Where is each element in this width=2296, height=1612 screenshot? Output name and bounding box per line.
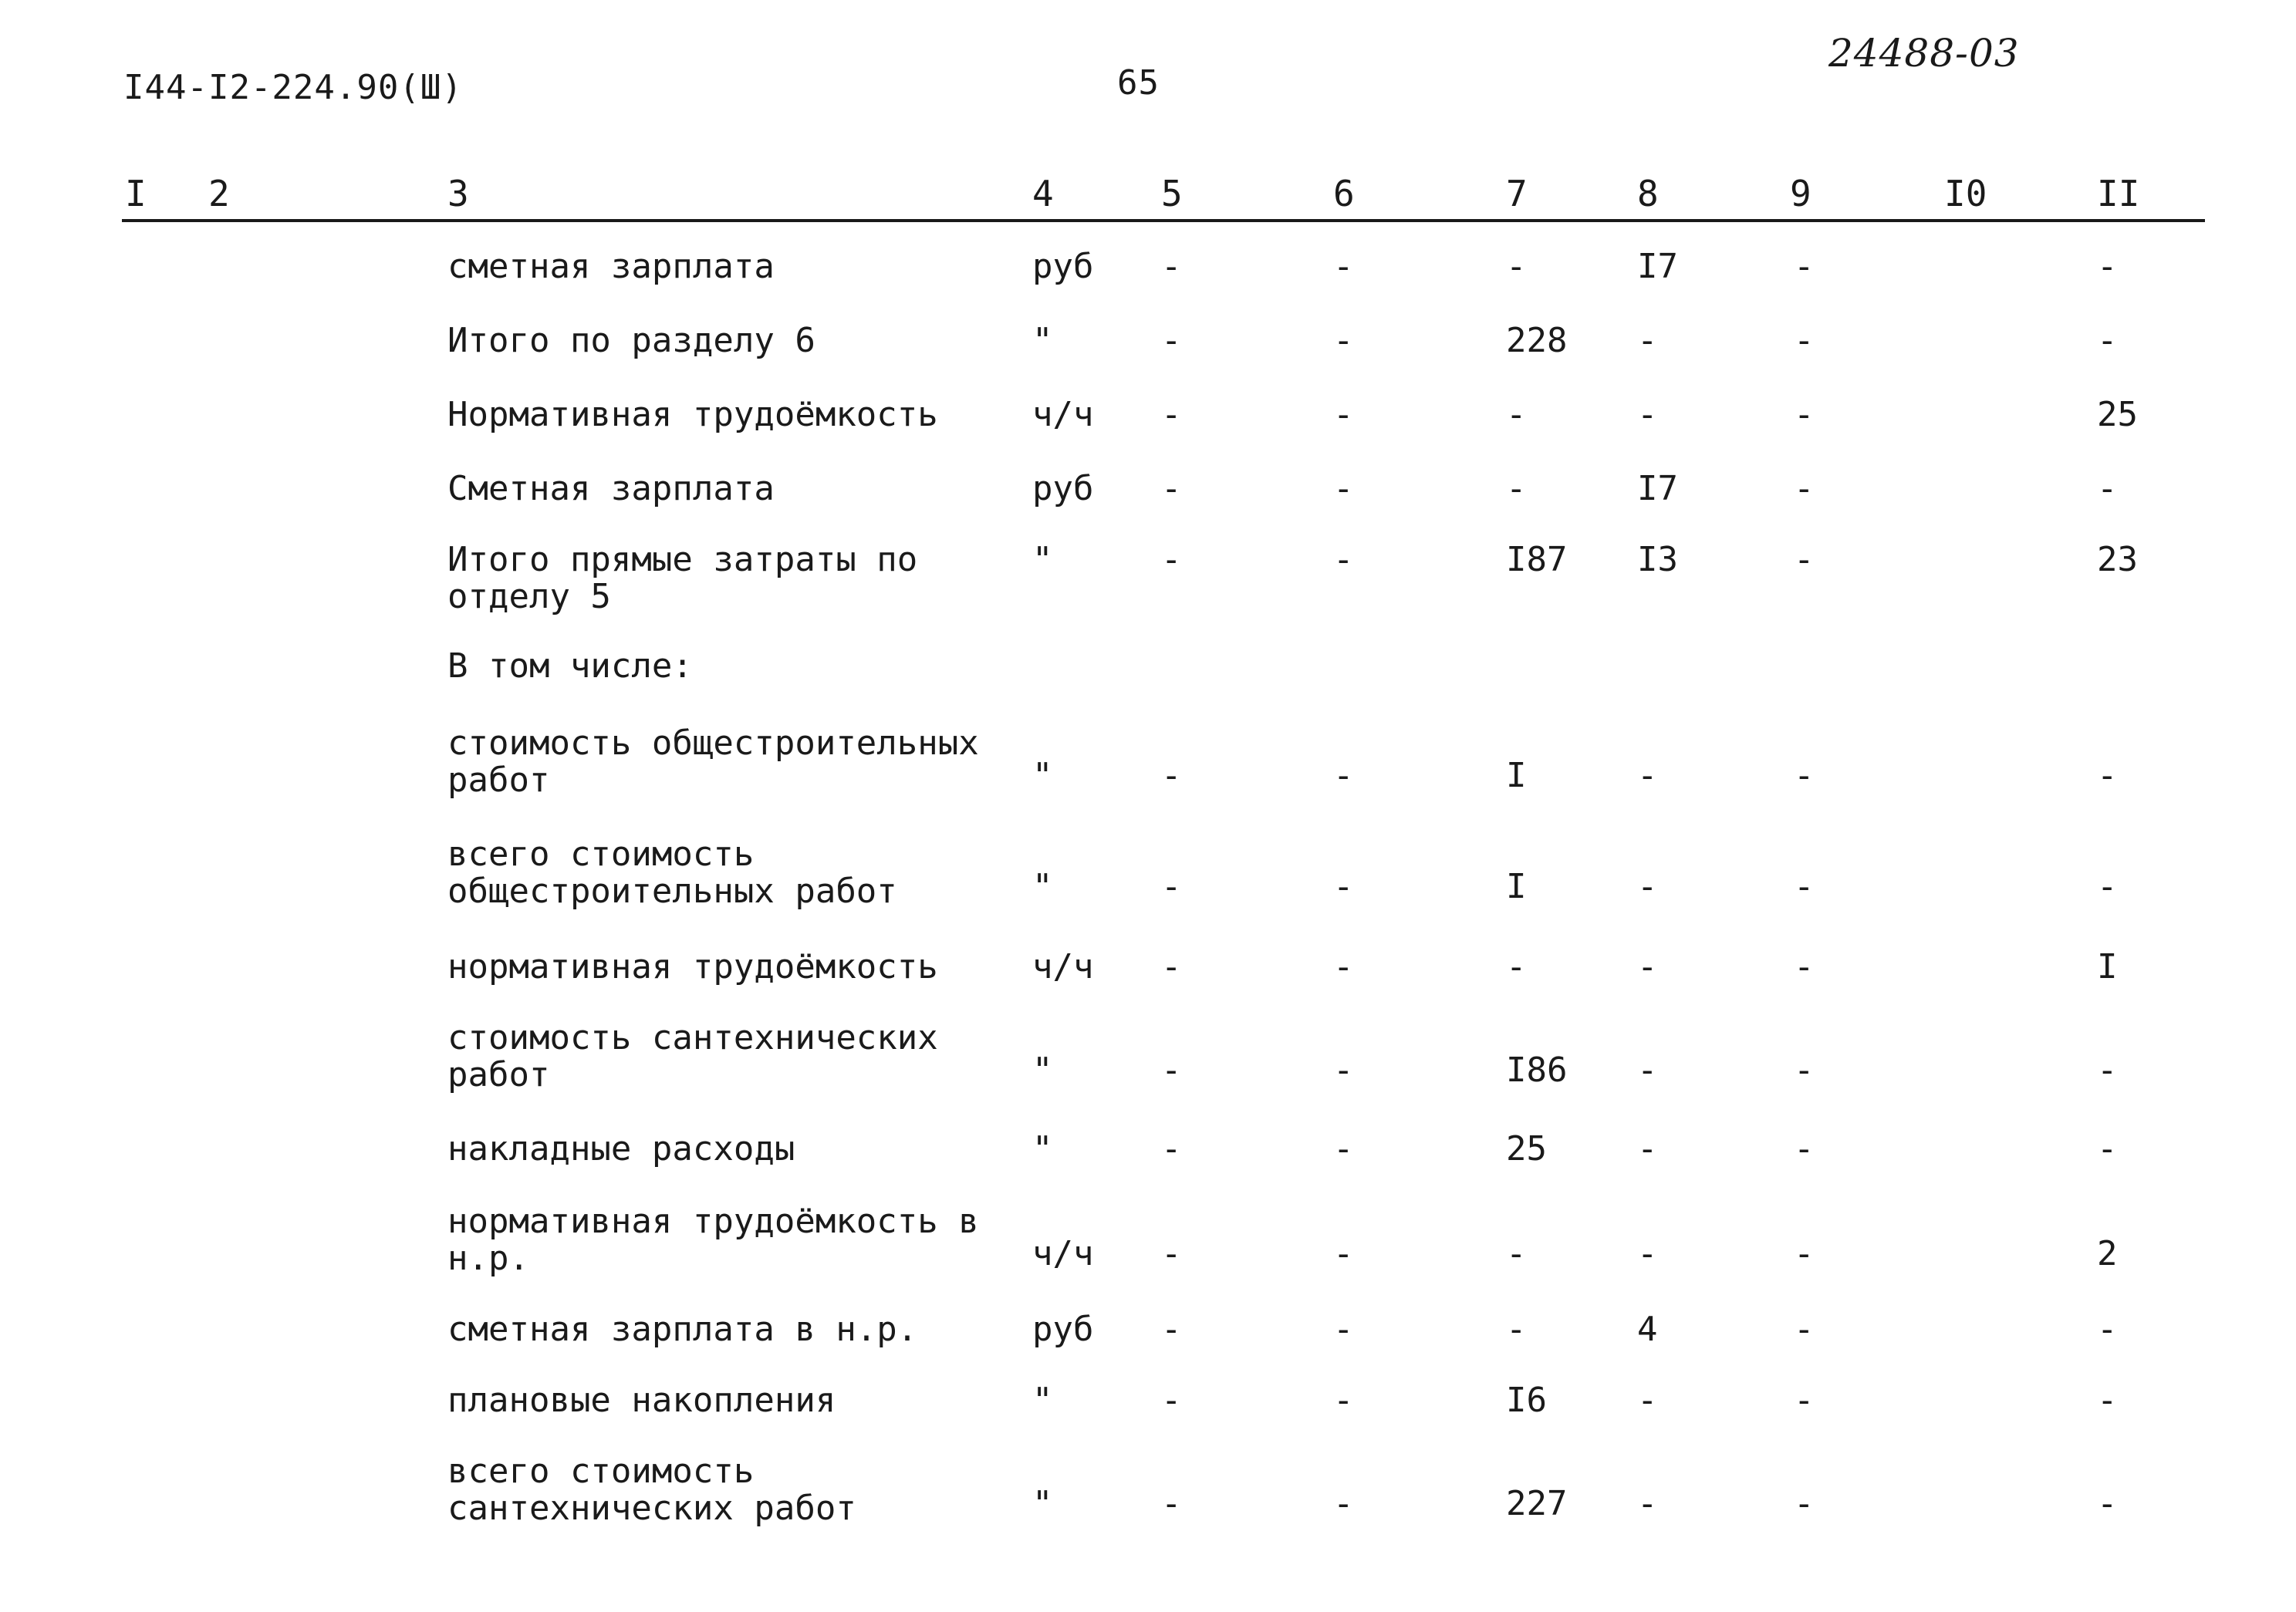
row-description: Итого по разделу 6 <box>447 321 815 360</box>
row-cell-col-7: - <box>1506 395 1527 434</box>
row-cell-col-7: I6 <box>1506 1381 1547 1420</box>
col-header-6: 6 <box>1333 173 1355 214</box>
row-cell-col-6: - <box>1333 1381 1354 1420</box>
row-cell-col-8: - <box>1637 321 1658 360</box>
row-cell-col-7: - <box>1506 947 1527 986</box>
row-cell-col-5: - <box>1161 540 1182 579</box>
row-cell-col-9: - <box>1794 947 1815 986</box>
row-cell-col-4: ч/ч <box>1032 947 1094 986</box>
row-cell-col-4: руб <box>1032 247 1094 286</box>
row-cell-col-5: - <box>1161 756 1182 795</box>
row-cell-col-11: - <box>2097 1484 2118 1523</box>
row-cell-col-5: - <box>1161 947 1182 986</box>
row-cell-col-6: - <box>1333 469 1354 508</box>
row-cell-col-9: - <box>1794 1129 1815 1169</box>
row-cell-col-4: ч/ч <box>1032 1234 1094 1273</box>
row-cell-col-11: 23 <box>2097 540 2138 579</box>
row-cell-col-7: I <box>1506 867 1527 906</box>
col-header-7: 7 <box>1506 173 1528 214</box>
page-number: 65 <box>1117 63 1160 103</box>
row-cell-col-6: - <box>1333 1484 1354 1523</box>
row-cell-col-7: 228 <box>1506 321 1568 360</box>
row-cell-col-6: - <box>1333 247 1354 286</box>
row-cell-col-11: - <box>2097 469 2118 508</box>
col-header-2: 2 <box>208 173 230 214</box>
row-cell-col-4: ч/ч <box>1032 395 1094 434</box>
row-cell-col-8: - <box>1637 756 1658 795</box>
row-description: всего стоимость общестроительных работ <box>447 835 897 911</box>
row-description: сметная зарплата <box>447 247 775 286</box>
col-header-4: 4 <box>1032 173 1054 214</box>
row-description: плановые накопления <box>447 1381 836 1420</box>
row-cell-col-11: - <box>2097 247 2118 286</box>
row-cell-col-8: - <box>1637 867 1658 906</box>
row-cell-col-9: - <box>1794 756 1815 795</box>
row-description: нормативная трудоёмкость в н.р. <box>447 1202 979 1278</box>
row-cell-col-8: - <box>1637 1484 1658 1523</box>
row-cell-col-11: - <box>2097 867 2118 906</box>
row-description: нормативная трудоёмкость <box>447 947 938 986</box>
row-cell-col-5: - <box>1161 321 1182 360</box>
row-cell-col-6: - <box>1333 1310 1354 1349</box>
row-cell-col-8: 4 <box>1637 1310 1658 1349</box>
col-header-8: 8 <box>1637 173 1659 214</box>
header-rule-right <box>1017 219 2205 222</box>
row-cell-col-6: - <box>1333 947 1354 986</box>
row-cell-col-8: - <box>1637 395 1658 434</box>
row-cell-col-9: - <box>1794 469 1815 508</box>
row-description: стоимость сантехнических работ <box>447 1018 938 1094</box>
row-cell-col-5: - <box>1161 1129 1182 1169</box>
row-cell-col-7: - <box>1506 1234 1527 1273</box>
row-cell-col-9: - <box>1794 867 1815 906</box>
row-description: стоимость общестроительных работ <box>447 723 979 800</box>
row-description: Нормативная трудоёмкость <box>447 395 938 434</box>
row-cell-col-7: 25 <box>1506 1129 1547 1169</box>
col-header-5: 5 <box>1161 173 1183 214</box>
row-cell-col-5: - <box>1161 395 1182 434</box>
row-cell-col-11: - <box>2097 1129 2118 1169</box>
row-cell-col-4: " <box>1032 1484 1053 1523</box>
row-cell-col-9: - <box>1794 247 1815 286</box>
row-cell-col-9: - <box>1794 1381 1815 1420</box>
row-cell-col-8: - <box>1637 1234 1658 1273</box>
row-cell-col-5: - <box>1161 867 1182 906</box>
row-cell-col-6: - <box>1333 867 1354 906</box>
row-cell-col-8: - <box>1637 947 1658 986</box>
row-description: сметная зарплата в н.р. <box>447 1310 918 1349</box>
row-cell-col-8: - <box>1637 1129 1658 1169</box>
row-description: накладные расходы <box>447 1129 795 1169</box>
row-cell-col-4: руб <box>1032 1310 1094 1349</box>
row-cell-col-5: - <box>1161 1381 1182 1420</box>
row-cell-col-11: - <box>2097 321 2118 360</box>
row-cell-col-5: - <box>1161 469 1182 508</box>
row-cell-col-6: - <box>1333 321 1354 360</box>
row-cell-col-7: I86 <box>1506 1050 1568 1090</box>
header-rule-left <box>122 219 1017 222</box>
col-header-9: 9 <box>1790 173 1811 214</box>
row-cell-col-4: " <box>1032 321 1053 360</box>
row-cell-col-6: - <box>1333 756 1354 795</box>
document-code: I44-I2-224.90(Ш) <box>123 68 463 107</box>
row-cell-col-5: - <box>1161 1310 1182 1349</box>
row-cell-col-9: - <box>1794 1484 1815 1523</box>
row-cell-col-11: - <box>2097 1050 2118 1090</box>
row-cell-col-11: I <box>2097 947 2118 986</box>
row-description: Сметная зарплата <box>447 469 775 508</box>
row-cell-col-6: - <box>1333 1050 1354 1090</box>
row-description: всего стоимость сантехнических работ <box>447 1452 856 1528</box>
row-cell-col-4: " <box>1032 756 1053 795</box>
row-cell-col-11: - <box>2097 1310 2118 1349</box>
row-cell-col-7: I <box>1506 756 1527 795</box>
row-cell-col-8: - <box>1637 1050 1658 1090</box>
row-cell-col-9: - <box>1794 395 1815 434</box>
row-cell-col-4: " <box>1032 867 1053 906</box>
row-cell-col-5: - <box>1161 1484 1182 1523</box>
col-header-1: I <box>125 173 147 214</box>
row-cell-col-4: руб <box>1032 469 1094 508</box>
row-cell-col-4: " <box>1032 540 1053 579</box>
row-cell-col-7: 227 <box>1506 1484 1568 1523</box>
row-cell-col-9: - <box>1794 1050 1815 1090</box>
row-cell-col-9: - <box>1794 1310 1815 1349</box>
col-header-10: I0 <box>1944 173 1987 214</box>
row-cell-col-9: - <box>1794 540 1815 579</box>
row-cell-col-7: - <box>1506 469 1527 508</box>
row-cell-col-4: " <box>1032 1381 1053 1420</box>
row-cell-col-8: I7 <box>1637 469 1678 508</box>
row-cell-col-11: 2 <box>2097 1234 2118 1273</box>
row-cell-col-8: I3 <box>1637 540 1678 579</box>
row-cell-col-6: - <box>1333 1129 1354 1169</box>
row-cell-col-11: - <box>2097 1381 2118 1420</box>
row-description: Итого прямые затраты по отделу 5 <box>447 540 918 616</box>
row-cell-col-7: - <box>1506 1310 1527 1349</box>
row-cell-col-7: I87 <box>1506 540 1568 579</box>
row-cell-col-5: - <box>1161 247 1182 286</box>
row-cell-col-8: I7 <box>1637 247 1678 286</box>
row-cell-col-4: " <box>1032 1050 1053 1090</box>
row-cell-col-11: 25 <box>2097 395 2138 434</box>
col-header-11: II <box>2097 173 2140 214</box>
column-header-row <box>0 173 2296 219</box>
row-description: В том числе: <box>447 646 693 686</box>
row-cell-col-6: - <box>1333 1234 1354 1273</box>
row-cell-col-6: - <box>1333 395 1354 434</box>
handwritten-stamp: 24488-03 <box>1828 31 2020 76</box>
row-cell-col-9: - <box>1794 1234 1815 1273</box>
row-cell-col-5: - <box>1161 1050 1182 1090</box>
row-cell-col-7: - <box>1506 247 1527 286</box>
row-cell-col-6: - <box>1333 540 1354 579</box>
row-cell-col-11: - <box>2097 756 2118 795</box>
col-header-3: 3 <box>447 173 469 214</box>
row-cell-col-5: - <box>1161 1234 1182 1273</box>
row-cell-col-8: - <box>1637 1381 1658 1420</box>
row-cell-col-9: - <box>1794 321 1815 360</box>
row-cell-col-4: " <box>1032 1129 1053 1169</box>
